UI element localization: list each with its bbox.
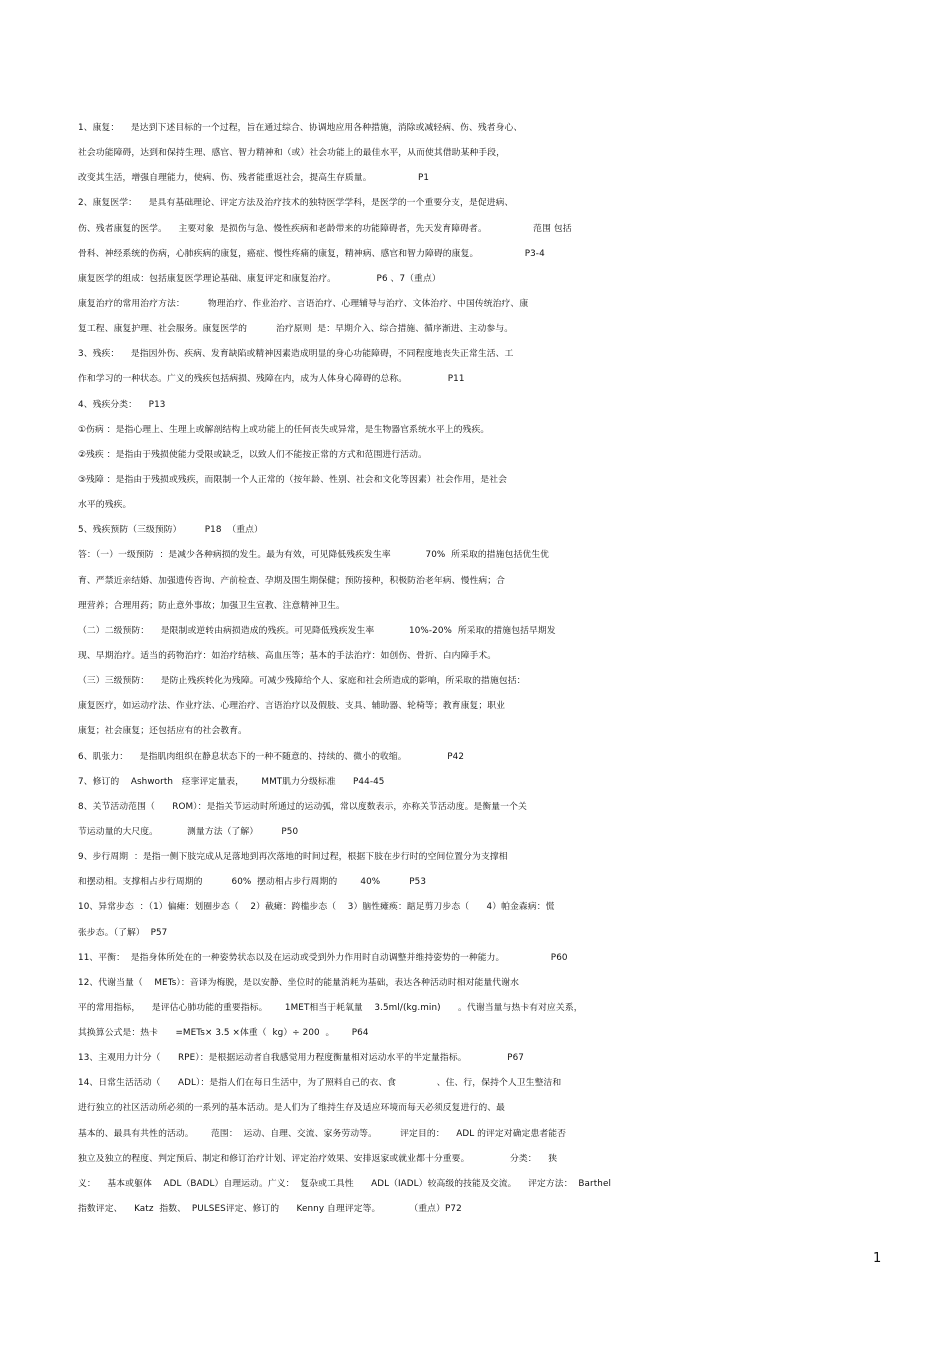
text-line: 康复治疗的常用治疗方法： 物理治疗、作业治疗、言语治疗、心理辅导与治疗、文体治疗、中国传统治疗、康: [78, 298, 529, 309]
text-line: 答：（一）一级预防 ：是减少各种病损的发生。最为有效，可见降低残疾发生率 70% 所采取的措施包括优生优: [78, 550, 550, 561]
text-line: 康复医疗，如运动疗法、作业疗法、心理治疗、言语治疗以及假肢、支具、辅助器、轮椅等；教育康复；职业: [78, 701, 506, 712]
text-line: 11、平衡： 是指身体所处在的一种姿势状态以及在运动或受到外力作用时自动调整并维持姿势的一种能力。 P60: [78, 952, 568, 963]
text-line: 1、康复： 是达到下述目标的一个过程，旨在通过综合、协调地应用各种措施，消除或减轻病、伤、残者身心、: [78, 123, 523, 133]
document-body: [78, 116, 898, 1222]
text-line: 骨科、神经系统的伤病，心肺疾病的康复，癌症、慢性疼痛的康复，精神病、感官和智力障碍的康复。 P3-4: [78, 248, 545, 259]
text-line: 4、残疾分类： P13: [78, 399, 166, 410]
text-line: 张步态。（了解） P57: [78, 927, 168, 938]
text-line: 康复；社会康复；还包括应有的社会教育。: [78, 726, 248, 737]
text-line: 13、主观用力计分（ RPE）：是根据运动者自我感觉用力程度衡量相对运动水平的半定量指标。 P67: [78, 1053, 524, 1064]
text-line: 基本的、最具有共性的活动。 范围： 运动、自理、交流、家务劳动等。 评定目的： ADL 的评定对确定患者能否: [78, 1128, 567, 1139]
text-line: 7、修订的 Ashworth 痉挛评定量表， MMT肌力分级标准 P44-45: [78, 776, 385, 787]
text-line: 平的常用指标， 是评估心肺功能的重要指标。 1MET相当于耗氧量 3.5ml/(kg.min) 。代谢当量与热卡有对应关系，: [78, 1002, 583, 1013]
text-line: 现、早期治疗。适当的药物治疗：如治疗结核、高血压等；基本的手法治疗：如创伤、骨折、白内障手术。: [78, 650, 497, 661]
text-line: 和摆动相。支撑相占步行周期的 60% 摆动相占步行周期的 40% P53: [78, 877, 427, 888]
text-line: 复工程、康复护理、社会服务。康复医学的 治疗原则 是：早期介入、综合措施、循序渐进、主动参与。: [78, 324, 514, 335]
text-line: 义： 基本或躯体 ADL（BADL）自理运动。广义： 复杂或工具性 ADL（IADL）较高级的技能及交流。 评定方法： Barthel: [78, 1178, 612, 1189]
text-line: 2、康复医学： 是具有基础理论、评定方法及治疗技术的独特医学学科，是医学的一个重要分支，是促进病、: [78, 198, 514, 209]
text-line: 9、步行周期 ：是指一侧下肢完成从足落地到再次落地的时间过程，根据下肢在步行时的空间位置分为支撑相: [78, 852, 508, 863]
text-line: 节运动量的大尺度。 测量方法（了解） P50: [78, 826, 299, 837]
text-line: ③残障 ：是指由于残损或残疾，而限制一个人正常的（按年龄、性别、社会和文化等因素）社会作用，是社会: [78, 474, 508, 485]
text-line: 5、残疾预防（三级预防） P18 （重点）: [78, 525, 263, 536]
text-line: 独立及独立的程度、判定预后、制定和修订治疗计划、评定治疗效果、安排返家或就业都十分重要。 分类： 狭: [78, 1153, 558, 1164]
text-line: 水平的残疾。: [78, 500, 132, 511]
text-line: 6、肌张力： 是指肌肉组织在静息状态下的一种不随意的、持续的、微小的收缩。 P42: [78, 751, 465, 762]
text-line: 8、关节活动范围（ ROM）：是指关节运动时所通过的运动弧，常以度数表示，亦称关节活动度。是衡量一个关: [78, 801, 527, 812]
text-line: 指数评定、 Katz 指数、 PULSES评定、修订的 Kenny 自理评定等。 （重点）P72: [78, 1204, 462, 1215]
text-line: ②残疾 ：是指由于残损使能力受限或缺乏，以致人们不能按正常的方式和范围进行活动。: [78, 449, 427, 460]
text-line: 14、日常生活活动（ ADL）：是指人们在每日生活中，为了照料自己的衣、食 、住、行，保持个人卫生整洁和: [78, 1078, 562, 1089]
text-line: 理营养；合理用药；防止意外事故；加强卫生宣教、注意精神卫生。: [78, 600, 345, 611]
text-line: 作和学习的一种状态。广义的残疾包括病损、残障在内，成为人体身心障碍的总称。 P11: [78, 374, 465, 385]
text-line: 3、残疾： 是指因外伤、疾病、发育缺陷或精神因素造成明显的身心功能障碍，不同程度地丧失正常生活、工: [78, 349, 514, 360]
text-line: 12、代谢当量（ METs）：音译为梅脱，是以安静、坐位时的能量消耗为基础，表达各种活动时相对能量代谢水: [78, 977, 519, 988]
text-line: 伤、残者康复的医学。 主要对象 是损伤与急、慢性疾病和老龄带来的功能障碍者，先天发育障碍者。 范围 包括: [78, 223, 572, 234]
text-line: 康复医学的组成：包括康复医学理论基础、康复评定和康复治疗。 P6 、7（重点）: [78, 273, 441, 284]
text-line: ①伤病 ：是指心理上、生理上或解剖结构上或功能上的任何丧失或异常，是生物器官系统水平上的残疾。: [78, 424, 490, 435]
text-line: （三）三级预防： 是防止残疾转化为残障。可减少残障给个人、家庭和社会所造成的影响，所采取的措施包括：: [78, 676, 526, 687]
text-line: （二）二级预防： 是限制或逆转由病损造成的残疾。可见降低残疾发生率 10%-20% 所采取的措施包括早期发: [78, 625, 556, 636]
text-line: 育、严禁近亲结婚、加强遗传咨询、产前检查、孕期及围生期保健；预防接种，积极防治老年病、慢性病；合: [78, 575, 506, 586]
text-line: 其换算公式是：热卡 =METs× 3.5 ×体重（ kg）÷ 200 。 P64: [78, 1028, 369, 1039]
text-line: 社会功能障碍，达到和保持生理、感官、智力精神和（或）社会功能上的最佳水平，从而使其借助某种手段，: [78, 148, 506, 159]
text-line: 改变其生活，增强自理能力，使病、伤、残者能重返社会，提高生存质量。 P1: [78, 173, 430, 184]
page-number: 1: [873, 1251, 882, 1266]
text-line: 进行独立的社区活动所必须的一系列的基本活动。是人们为了维持生存及适应环境而每天必须反复进行的、最: [78, 1103, 506, 1114]
text-line: 10、异常步态 ：（1）偏瘫：划圈步态（ 2）截瘫：跨槛步态（ 3）脑性瘫痪：踮足剪刀步态（ 4）帕金森病：慌: [78, 902, 555, 913]
